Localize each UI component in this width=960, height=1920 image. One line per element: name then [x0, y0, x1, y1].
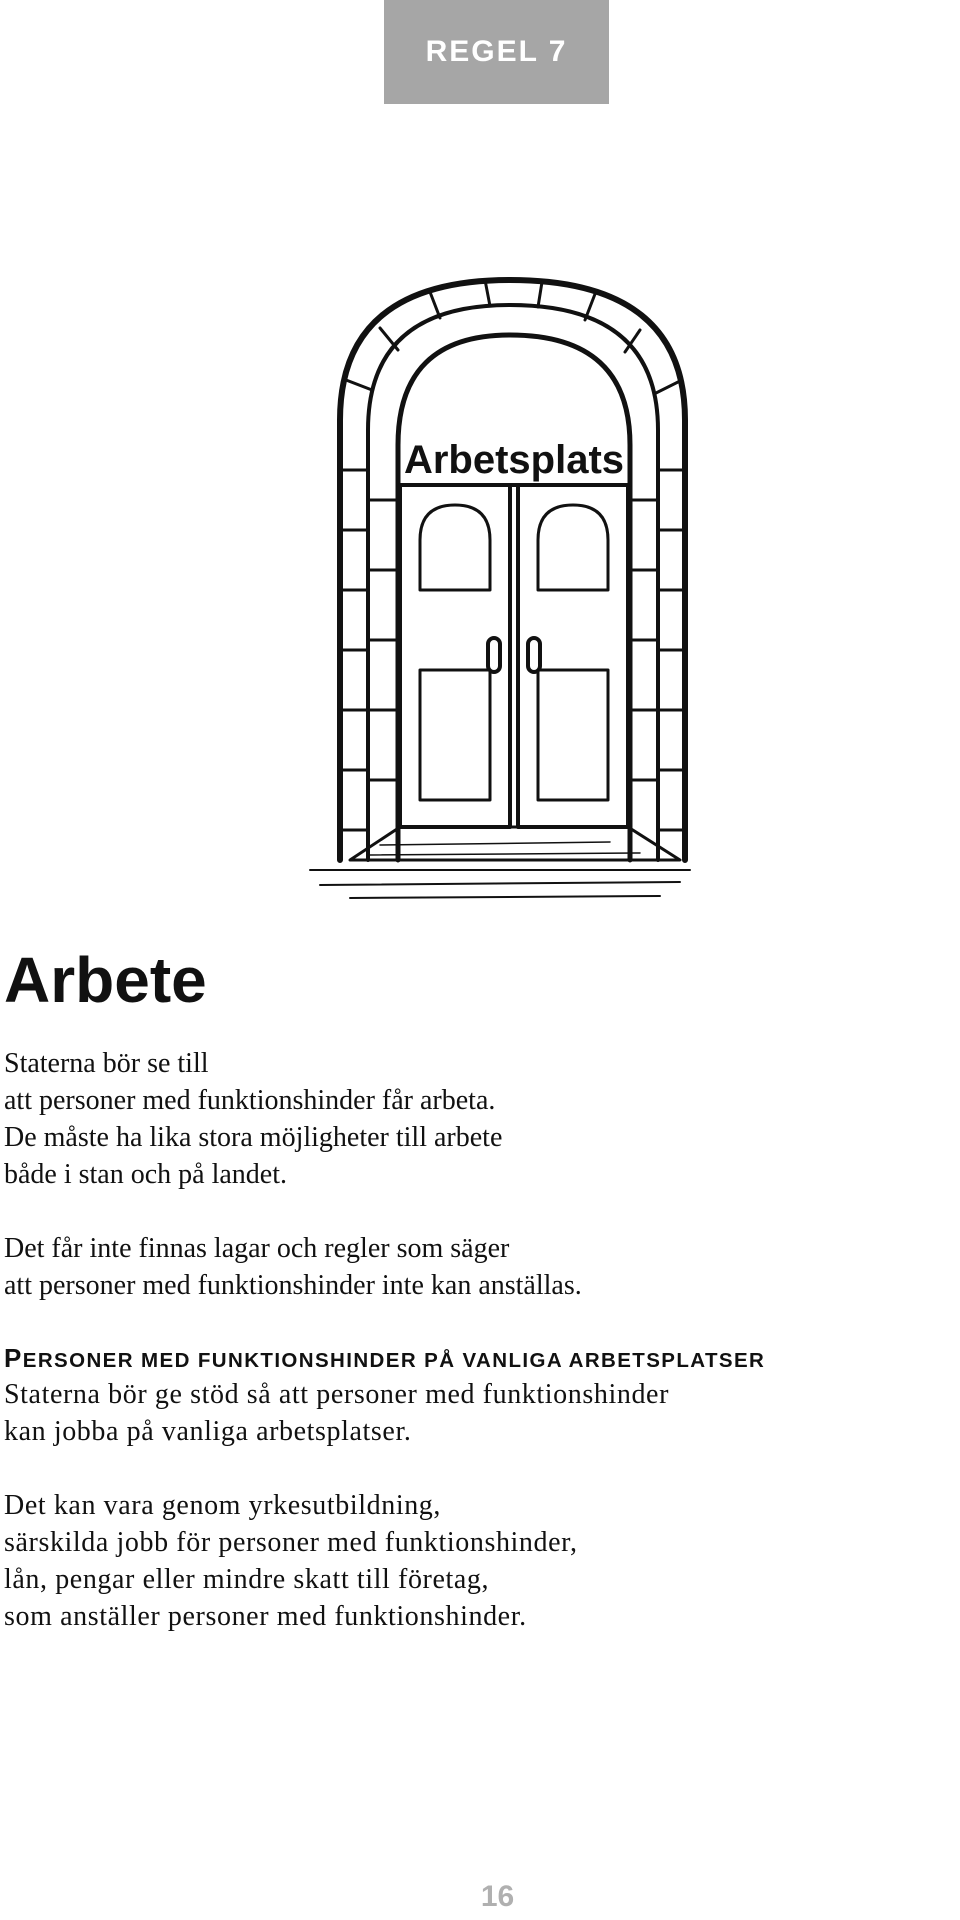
paragraph-support-forms: Det kan vara genom yrkesutbildning, särskilda jobb för personer med funktionshinder, lån, pengar eller mindre skatt till företag, som anställer personer med funktionshinder. — [4, 1490, 578, 1632]
paragraph-no-discrimination-laws: Det får inte finnas lagar och regler som säger att personer med funktionshinder inte kan anställas. — [4, 1233, 582, 1301]
section-title: Arbete — [4, 944, 207, 1016]
workplace-door-illustration — [280, 270, 760, 910]
page-number: 16 — [480, 1880, 515, 1913]
subheading-ordinary-workplaces: PERSONER MED FUNKTIONSHINDER PÅ VANLIGA ARBETSPLATSER — [4, 1343, 766, 1373]
rule-tab-label: REGEL 7 — [425, 35, 568, 68]
paragraph-work-rights: Staterna bör se till att personer med funktionshinder får arbeta. De måste ha lika stora möjligheter till arbete både i stan och på landet. — [4, 1048, 503, 1190]
arched-double-door-icon — [310, 280, 690, 898]
rule-tab — [384, 0, 609, 104]
paragraph-state-support: Staterna bör ge stöd så att personer med funktionshinder kan jobba på vanliga arbetsplatser. — [4, 1379, 669, 1447]
door-sign-text: Arbetsplats — [403, 438, 625, 482]
